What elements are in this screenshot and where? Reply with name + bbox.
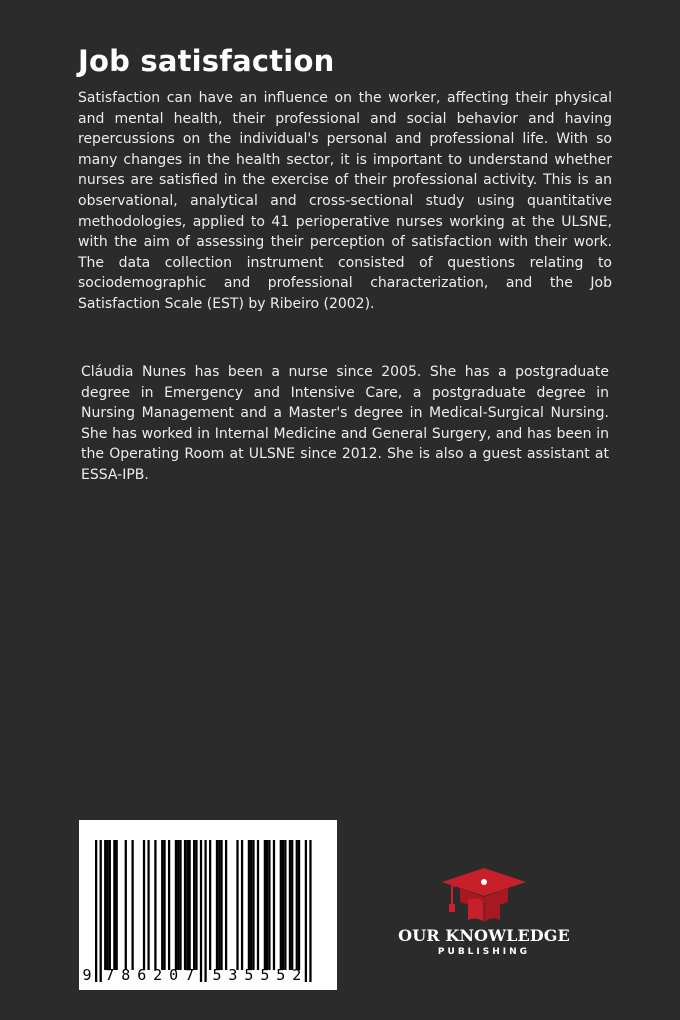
barcode-bar — [280, 840, 282, 970]
barcode-digit: 0 — [169, 966, 179, 984]
barcode-bar — [268, 840, 270, 970]
barcode-bar — [200, 840, 202, 982]
barcode-digit: 2 — [153, 966, 163, 984]
barcode-bar — [193, 840, 195, 970]
barcode-bar — [264, 840, 266, 970]
barcode-bar — [220, 840, 222, 970]
barcode-bar — [225, 840, 227, 970]
barcode-bar — [296, 840, 298, 970]
barcode-bar — [218, 840, 220, 970]
barcode-bar — [186, 840, 188, 970]
barcode-bar — [216, 840, 218, 970]
barcode-digit: 7 — [105, 966, 115, 984]
barcode-bar — [250, 840, 252, 970]
barcode-bar — [104, 840, 106, 970]
barcode-bar — [236, 840, 238, 970]
publisher-name: OUR KNOWLEDGE — [398, 926, 570, 945]
barcode-bar — [113, 840, 115, 970]
barcode-digit: 5 — [244, 966, 254, 984]
barcode-bar — [248, 840, 250, 970]
graduation-cap-book-icon — [438, 866, 530, 924]
barcode-digit: 2 — [292, 966, 302, 984]
barcode-bar — [266, 840, 268, 970]
barcode-bar — [100, 840, 102, 982]
barcode-bar — [204, 840, 206, 982]
barcode-bar — [209, 840, 211, 970]
barcode-bar — [241, 840, 243, 970]
barcode-bar — [179, 840, 181, 970]
barcode-bar — [131, 840, 133, 970]
author-bio: Cláudia Nunes has been a nurse since 2005. She has a postgraduate degree in Emergency and Intensive Care, a postgraduate degree in Nursing Management and a Master's degree in Medical-Surgical Nursing. She has worked in Internal Medicine and General Surgery, and has been in the Operating Room at ULSNE since 2012. She is also a guest assistant at ESSA-IPB. — [81, 364, 609, 483]
barcode-bar — [161, 840, 163, 970]
barcode-digit: 7 — [185, 966, 195, 984]
barcode-bar — [257, 840, 259, 970]
isbn-barcode — [79, 820, 337, 990]
barcode-bar — [188, 840, 190, 970]
barcode-bar — [282, 840, 284, 970]
barcode-bar — [291, 840, 293, 970]
barcode-bar — [175, 840, 177, 970]
barcode-bar — [168, 840, 170, 970]
publisher-logo — [396, 866, 572, 966]
barcode-bar — [184, 840, 186, 970]
publisher-subtitle: PUBLISHING — [437, 947, 531, 957]
barcode-bar — [106, 840, 108, 970]
barcode-bar — [284, 840, 286, 970]
barcode-digit: 5 — [212, 966, 222, 984]
barcode-bar — [177, 840, 179, 970]
barcode-bar — [252, 840, 254, 970]
barcode-bar — [143, 840, 145, 970]
barcode-digit: 5 — [260, 966, 270, 984]
barcode-graphic — [79, 820, 337, 990]
barcode-bar — [309, 840, 311, 982]
book-summary: Satisfaction can have an influence on the worker, affecting their physical and mental health, their professional and social behavior and having repercussions on the individual's personal and professional life. With so many changes in the health sector, it is important to understand whether nurses are satisfied in the exercise of their professional activity. This is an observational, analytical and cross-sectional study using quantitative methodologies, applied to 41 perioperative nurses working at the ULSNE, with the aim of assessing their perception of satisfaction with their work. The data collection instrument consisted of questions relating to sociodemographic and professional characterization, and the Job Satisfaction Scale (EST) by Ribeiro (2002). — [78, 90, 612, 312]
barcode-bar — [305, 840, 307, 982]
barcode-digit: 9 — [82, 966, 92, 984]
barcode-digit: 5 — [276, 966, 286, 984]
barcode-bar — [195, 840, 197, 970]
back-cover-title: Job satisfaction — [78, 44, 335, 78]
barcode-digit: 3 — [228, 966, 238, 984]
barcode-bar — [163, 840, 165, 970]
barcode-bar — [95, 840, 97, 982]
barcode-bar — [298, 840, 300, 970]
barcode-bar — [154, 840, 156, 970]
barcode-bar — [125, 840, 127, 970]
barcode-bar — [289, 840, 291, 970]
barcode-bar — [116, 840, 118, 970]
barcode-digit: 6 — [137, 966, 147, 984]
barcode-digit: 8 — [121, 966, 131, 984]
barcode-bar — [147, 840, 149, 970]
barcode-bar — [109, 840, 111, 970]
barcode-bar — [273, 840, 275, 970]
